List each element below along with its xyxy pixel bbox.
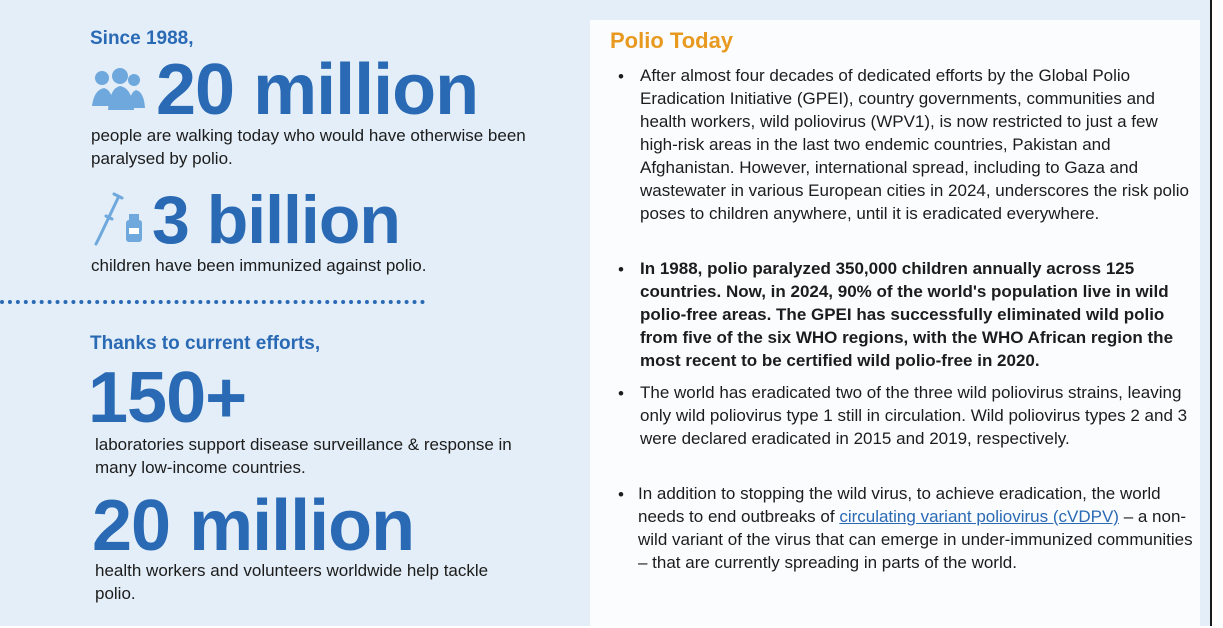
thanks-to-efforts-label: Thanks to current efforts, xyxy=(90,333,321,354)
stat-20-million-text: people are walking today who would have otherwise been paralysed by polio. xyxy=(91,126,526,168)
people-icon xyxy=(90,68,146,114)
dotted-divider xyxy=(0,300,425,304)
stat-3-billion-text: children have been immunized against polio. xyxy=(91,256,427,275)
stat-20-million-workers-text: health workers and volunteers worldwide help tackle polio. xyxy=(95,561,489,603)
paragraph-cvdpv xyxy=(638,482,1193,574)
polio-today-title: Polio Today xyxy=(610,28,734,53)
stat-20-million-figure: 20 million xyxy=(156,50,479,130)
bullet-icon: • xyxy=(618,260,624,279)
bullet-icon: • xyxy=(618,67,624,86)
bullet-icon: • xyxy=(618,384,624,403)
since-1988-label: Since 1988, xyxy=(90,28,194,49)
stat-3-billion-figure: 3 billion xyxy=(152,182,400,258)
vaccine-icon xyxy=(92,192,144,248)
paragraph-strains-eradicated: The world has eradicated two of the three wild poliovirus strains, leaving only wild poliovirus type 1 still in circulation. Wild poliovirus types 2 and 3 were declared eradicated in 2015 and 2019, respectively. xyxy=(640,383,1188,448)
cvdpv-text-after: – a non-wild variant of the virus that can emerge in under-immunized communities – that are currently spreading in parts of the world. xyxy=(638,507,1193,572)
cvdpv-link[interactable]: circulating variant poliovirus (cVDPV) xyxy=(839,507,1119,526)
stat-150-figure: 150+ xyxy=(88,358,247,438)
paragraph-decades-efforts: After almost four decades of dedicated efforts by the Global Polio Eradication Initiative (GPEI), country governments, communities and health workers, wild poliovirus (WPV1), is now restricted to just a few high-risk areas in the last two endemic countries, Pakistan and Afghanistan. However, international spread, including to Gaza and wastewater in various European cities in 2024, underscores the risk polio poses to children anywhere, until it is eradicated everywhere. xyxy=(640,66,1190,223)
stat-20-million-workers-figure: 20 million xyxy=(92,486,415,566)
stat-150-text: laboratories support disease surveillance & response in many low-income countries. xyxy=(95,435,512,477)
cvdpv-text-before: In addition to stopping the wild virus, to achieve eradication, the world needs to end outbreaks of xyxy=(638,484,1161,526)
bullet-icon: • xyxy=(618,485,624,504)
paragraph-1988-statistics: In 1988, polio paralyzed 350,000 children annually across 125 countries. Now, in 2024, 90% of the world's population live in wild polio-free areas. The GPEI has successfully eliminated wild polio from five of the six WHO regions, with the WHO African region the most recent to be certified wild polio-free in 2020. xyxy=(640,259,1174,370)
